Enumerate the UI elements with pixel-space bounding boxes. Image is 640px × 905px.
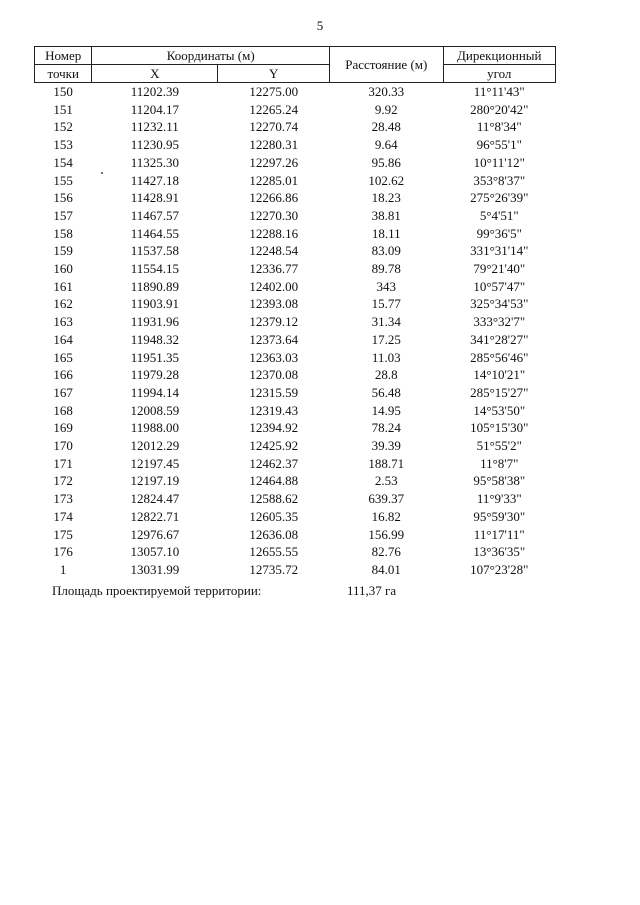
table-row: [35, 455, 556, 473]
header-angle-top: Дирекционный: [443, 47, 556, 65]
cell-x: 11994.14: [130, 384, 179, 400]
cell-y: 12373.64: [249, 331, 299, 347]
cell-distance: 320.33: [368, 84, 405, 99]
table-row: [35, 472, 556, 490]
cell-point-number: 165: [53, 349, 73, 365]
cell-angle: 10°57'47": [473, 278, 526, 294]
cell-point-number: 161: [53, 278, 73, 294]
cell-x: 12822.71: [130, 508, 180, 524]
cell-angle: 10°11'12": [473, 154, 525, 170]
cell-distance: 343: [376, 278, 397, 294]
table-row: [35, 101, 556, 119]
cell-x: 11232.11: [130, 119, 179, 135]
table-row: [35, 225, 556, 243]
table-row: [35, 526, 556, 544]
header-coordinates: Координаты (м): [92, 47, 330, 65]
cell-y: 12280.31: [249, 137, 299, 153]
cell-y: 12275.00: [249, 84, 299, 99]
cell-distance: 82.76: [371, 544, 401, 560]
table-row: [35, 490, 556, 508]
cell-point-number: 174: [53, 508, 73, 524]
cell-distance: 56.48: [371, 384, 401, 400]
cell-angle: 11°8'34": [476, 119, 522, 135]
cell-angle: 13°36'35": [473, 544, 526, 560]
cell-y: 12266.86: [249, 190, 299, 206]
cell-distance: 15.77: [371, 296, 401, 312]
cell-distance: 83.09: [371, 243, 401, 259]
cell-distance: 11.03: [371, 349, 401, 365]
cell-angle: 325°34'53": [470, 296, 529, 312]
cell-y: 12636.08: [249, 526, 299, 542]
cell-angle: 5°4'51": [479, 207, 519, 223]
header-x: X: [92, 65, 218, 83]
cell-x: 11230.95: [130, 137, 179, 153]
cell-x: 11979.28: [130, 367, 179, 383]
cell-x: 11467.57: [130, 207, 179, 223]
cell-y: 12462.37: [249, 455, 299, 471]
cell-point-number: 150: [53, 84, 73, 99]
cell-angle: 275°26'39": [470, 190, 529, 206]
cell-angle: 341°28'27": [470, 331, 529, 347]
cell-y: 12464.88: [249, 473, 299, 489]
table-row: [35, 366, 556, 384]
cell-angle: 99°36'5": [476, 225, 522, 241]
cell-distance: 28.48: [371, 119, 401, 135]
cell-point-number: 164: [53, 331, 73, 347]
cell-point-number: 160: [53, 261, 73, 277]
cell-point-number: 1: [59, 561, 67, 577]
table-row: [35, 172, 556, 190]
table-row: [35, 384, 556, 402]
cell-y: 12363.03: [249, 349, 299, 365]
table-row: [35, 402, 556, 420]
cell-x: 12976.67: [130, 526, 180, 542]
cell-y: 12297.26: [249, 154, 299, 170]
cell-point-number: 156: [53, 190, 73, 206]
cell-x: 11931.96: [130, 314, 179, 330]
cell-distance: 16.82: [371, 508, 401, 524]
table-row: [35, 207, 556, 225]
cell-y: 12370.08: [249, 367, 299, 383]
table-row: [35, 543, 556, 561]
cell-x: 11903.91: [130, 296, 179, 312]
cell-point-number: 168: [53, 402, 73, 418]
cell-y: 12588.62: [249, 491, 299, 507]
table-header: [35, 47, 556, 83]
cell-y: 12735.72: [249, 561, 299, 577]
cell-distance: 156.99: [368, 526, 405, 542]
cell-distance: 14.95: [371, 402, 401, 418]
cell-y: 12394.92: [249, 420, 299, 436]
area-label: Площадь проектируемой территории:: [52, 583, 262, 598]
cell-point-number: 167: [53, 384, 73, 400]
cell-point-number: 153: [53, 137, 73, 153]
table-row: [35, 154, 556, 172]
cell-angle: 280°20'42": [470, 101, 529, 117]
cell-angle: 11°8'7": [480, 455, 519, 471]
cell-distance: 9.92: [374, 101, 398, 117]
cell-y: 12288.16: [249, 225, 299, 241]
cell-y: 12336.77: [249, 261, 299, 277]
cell-distance: 78.24: [371, 420, 401, 436]
cell-point-number: 175: [53, 526, 73, 542]
cell-angle: 14°53'50": [473, 402, 526, 418]
cell-y: 12605.35: [249, 508, 299, 524]
cell-distance: 39.39: [371, 438, 401, 454]
cell-x: 11890.89: [130, 278, 179, 294]
cell-distance: 9.64: [374, 137, 398, 153]
cell-distance: 18.11: [371, 225, 401, 241]
cell-x: 11948.32: [130, 331, 179, 347]
table-row: [35, 419, 556, 437]
cell-angle: 14°10'21": [473, 367, 526, 383]
page-number: 5: [316, 18, 324, 33]
cell-distance: 28.8: [374, 367, 398, 383]
cell-distance: 31.34: [371, 314, 401, 330]
cell-x: 12008.59: [130, 402, 180, 418]
cell-point-number: 173: [53, 491, 73, 507]
cell-x: 11464.55: [130, 225, 179, 241]
header-point-number-bottom: точки: [35, 65, 92, 83]
cell-x: 13057.10: [130, 544, 180, 560]
cell-y: 12248.54: [249, 243, 299, 259]
table-body: [35, 83, 556, 579]
cell-x: 11204.17: [130, 101, 179, 117]
cell-y: 12319.43: [249, 402, 299, 418]
cell-x: 11427.18: [130, 172, 179, 188]
cell-point-number: 152: [53, 119, 73, 135]
cell-x: 12197.19: [130, 473, 180, 489]
table-row: [35, 83, 556, 101]
cell-x: 12012.29: [130, 438, 180, 454]
cell-angle: 285°56'46": [470, 349, 529, 365]
table-row: [35, 242, 556, 260]
cell-angle: 96°55'1": [476, 137, 522, 153]
cell-angle: 79°21'40": [473, 261, 526, 277]
table-row: [35, 508, 556, 526]
table-row: [35, 313, 556, 331]
cell-x: 12824.47: [130, 491, 180, 507]
cell-y: 12402.00: [249, 278, 299, 294]
area-summary: [52, 583, 397, 599]
cell-angle: 285°15'27": [470, 384, 529, 400]
cell-angle: 95°59'30": [473, 508, 526, 524]
cell-point-number: 172: [53, 473, 73, 489]
table-row: [35, 136, 556, 154]
header-point-number-top: Номер: [35, 47, 92, 65]
cell-y: 12270.74: [249, 119, 299, 135]
cell-x: 11988.00: [130, 420, 179, 436]
cell-x: 11325.30: [130, 154, 179, 170]
table-row: [35, 349, 556, 367]
cell-angle: 11°11'43": [473, 84, 525, 99]
cell-angle: 333°32'7": [473, 314, 526, 330]
cell-distance: 95.86: [371, 154, 401, 170]
cell-y: 12315.59: [249, 384, 299, 400]
cell-y: 12655.55: [249, 544, 299, 560]
cell-point-number: 170: [53, 438, 73, 454]
table-row: [35, 189, 556, 207]
cell-angle: 353°8'37": [473, 172, 526, 188]
cell-x: 13031.99: [130, 561, 180, 577]
cell-point-number: 159: [53, 243, 73, 259]
header-distance: Расстояние (м): [330, 47, 443, 83]
cell-distance: 2.53: [374, 473, 398, 489]
cell-point-number: 162: [53, 296, 73, 312]
table-row: [35, 118, 556, 136]
cell-point-number: 171: [53, 455, 73, 471]
cell-point-number: 151: [53, 101, 73, 117]
table-row: [35, 295, 556, 313]
scan-speck: [101, 172, 103, 174]
cell-distance: 38.81: [371, 207, 401, 223]
cell-angle: 11°9'33": [476, 491, 522, 507]
cell-distance: 84.01: [371, 561, 401, 577]
cell-distance: 639.37: [368, 491, 405, 507]
cell-distance: 18.23: [371, 190, 401, 206]
area-value: 111,37 га: [347, 583, 397, 598]
cell-y: 12393.08: [249, 296, 299, 312]
table-row: [35, 260, 556, 278]
cell-point-number: 158: [53, 225, 73, 241]
cell-x: 12197.45: [130, 455, 180, 471]
cell-x: 11202.39: [130, 84, 179, 99]
cell-angle: 105°15'30": [470, 420, 529, 436]
cell-y: 12425.92: [249, 438, 299, 454]
cell-point-number: 154: [53, 154, 73, 170]
table-row: [35, 278, 556, 296]
table-row: [35, 561, 556, 579]
cell-distance: 17.25: [371, 331, 401, 347]
cell-point-number: 163: [53, 314, 73, 330]
coordinates-table: [34, 46, 556, 579]
header-angle-bottom: угол: [443, 65, 556, 83]
table-row: [35, 437, 556, 455]
cell-point-number: 176: [53, 544, 73, 560]
cell-x: 11554.15: [130, 261, 179, 277]
cell-point-number: 157: [53, 207, 73, 223]
cell-point-number: 169: [53, 420, 73, 436]
cell-y: 12379.12: [249, 314, 299, 330]
cell-angle: 11°17'11": [473, 526, 525, 542]
cell-y: 12285.01: [249, 172, 299, 188]
cell-angle: 107°23'28": [470, 561, 529, 577]
cell-distance: 102.62: [368, 172, 405, 188]
cell-y: 12270.30: [249, 207, 299, 223]
cell-point-number: 166: [53, 367, 73, 383]
cell-x: 11951.35: [130, 349, 179, 365]
cell-point-number: 155: [53, 172, 73, 188]
cell-angle: 51°55'2": [476, 438, 522, 454]
header-y: Y: [218, 65, 330, 83]
cell-angle: 95°58'38": [473, 473, 526, 489]
cell-y: 12265.24: [249, 101, 299, 117]
cell-distance: 188.71: [368, 455, 405, 471]
cell-x: 11537.58: [130, 243, 179, 259]
cell-distance: 89.78: [371, 261, 401, 277]
cell-x: 11428.91: [130, 190, 179, 206]
cell-angle: 331°31'14": [470, 243, 529, 259]
table-row: [35, 331, 556, 349]
